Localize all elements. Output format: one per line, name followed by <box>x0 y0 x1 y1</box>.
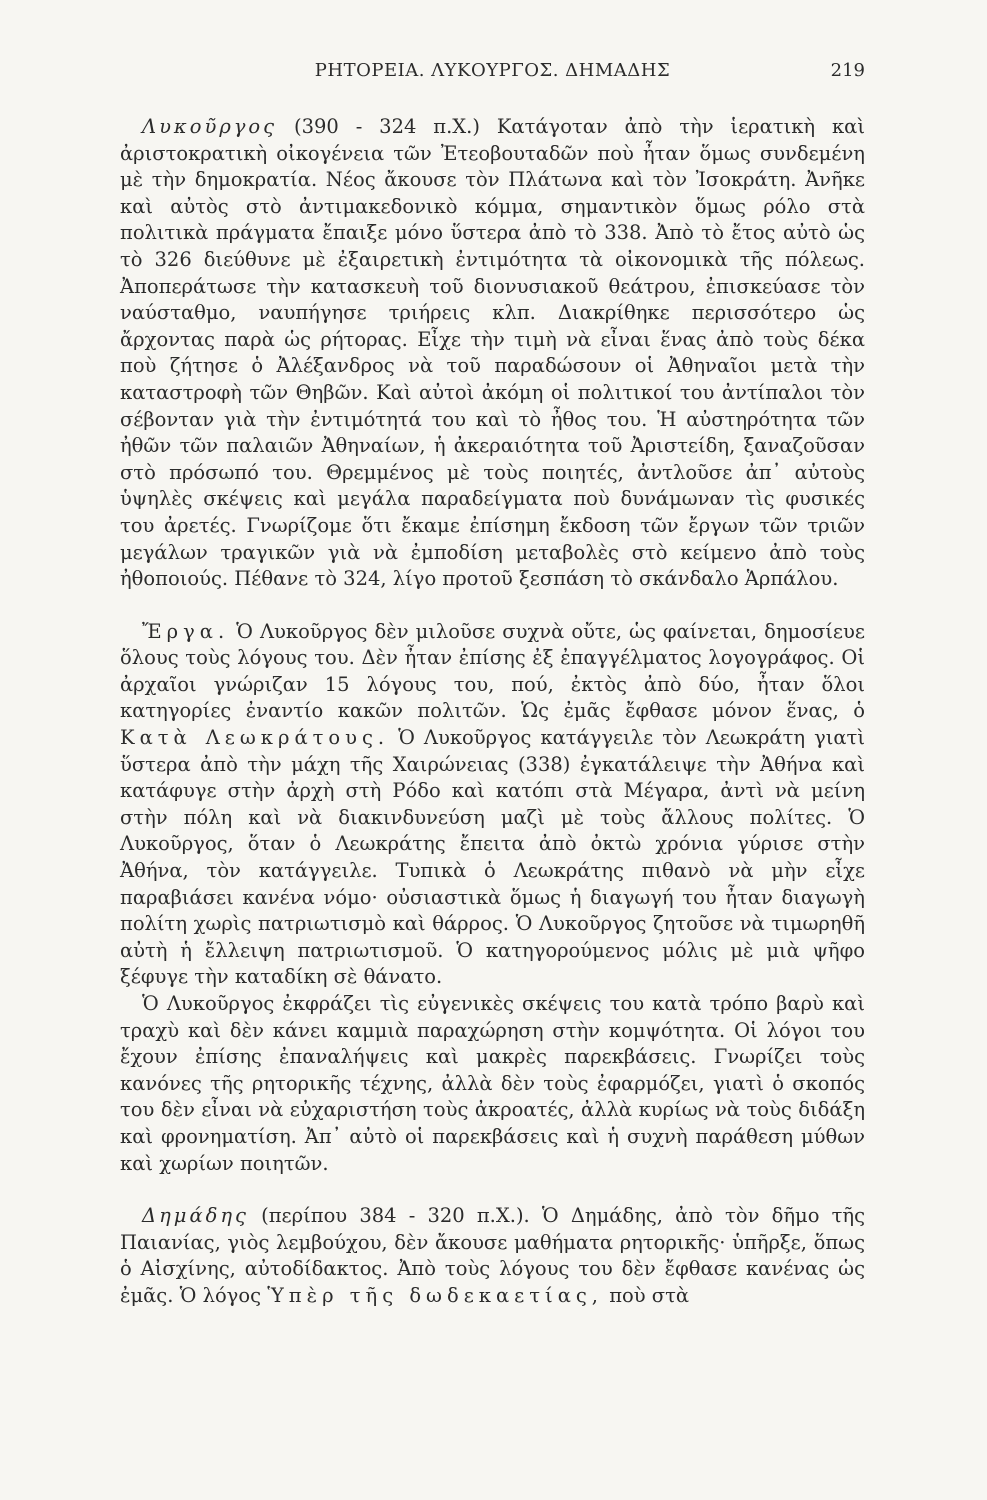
paragraph-erga <box>120 619 865 991</box>
section-heading-lykourgos: Λυκοῦργος <box>142 115 278 138</box>
paragraph-demades <box>120 1203 865 1309</box>
paragraph-style <box>120 991 865 1177</box>
section-heading-erga: Ἔργα. <box>142 619 230 643</box>
page-number: 219 <box>830 60 865 81</box>
speech-title: Κατὰ Λεωκράτους. <box>120 726 390 750</box>
paragraph-lykourgos <box>120 114 865 593</box>
running-title: ΡΗΤΟΡΕΙΑ. ΛΥΚΟΥΡΓΟΣ. ΔΗΜΑΔΗΣ <box>314 60 671 81</box>
paragraph-text: (περίπου 384 - 320 π.Χ.). Ὁ Δημάδης, ἀπὸ τὸν δῆμο τῆς Παιανίας, γιὸς λεμβούχου, δὲν ἄκουσε μαθήματα ρητορικῆς· ὑπῆρξε, ὅπως ὁ Αἰσχίνης, αὐτοδίδακτος. Ἀπὸ τοὺς λόγους του δὲν ἔφθασε κανένας ὡς ἐμᾶς. Ὁ λόγος <box>120 1204 865 1307</box>
paragraph-text: Ὁ Λυκοῦργος ἐκφράζει τὶς εὐγενικὲς σκέψεις του κατὰ τρόπο βαρὺ καὶ τραχὺ καὶ δὲν κάνει καμμιὰ παραχώρηση στὴν κομψότητα. Οἱ λόγοι του ἔχουν ἐπίσης ἐπαναλήψεις καὶ μακρὲς παρεκβάσεις. Γνωρίζει τοὺς κανόνες τῆς ρητορικῆς τέχνης, ἀλλὰ δὲν τοὺς ἐφαρμόζει, γιατὶ ὁ σκοπός του δὲν εἶναι νὰ εὐχαριστήση τοὺς ἀκροατές, ἀλλὰ κυρίως νὰ τοὺς διδάξη καὶ φρονηματίση. Ἀπ᾿ αὐτὸ οἱ παρεκβάσεις καὶ ἡ συχνὴ παράθεση μύθων καὶ χωρίων ποιητῶν. <box>120 992 865 1175</box>
paragraph-text: ποὺ στὰ <box>603 1283 690 1307</box>
page-body <box>120 114 865 1310</box>
paragraph-text: (390 - 324 π.Χ.) Κατάγοταν ἀπὸ τὴν ἱερατικὴ καὶ ἀριστοκρατικὴ οἰκογένεια τῶν Ἐτεοβουταδῶν ποὺ ἦταν ὅμως συνδεμένη μὲ τὴν δημοκρατία. Νέος ἄκουσε τὸν Πλάτωνα καὶ τὸν Ἰσοκράτη. Ἀνῆκε καὶ αὐτὸς στὸ ἀντιμακεδονικὸ κόμμα, σημαντικὸν ὅμως ρόλο στὰ πολιτικὰ πράγματα ἔπαιξε μόνο ὕστερα ἀπὸ τὸ 338. Ἀπὸ τὸ ἔτος αὐτὸ ὡς τὸ 326 διεύθυνε μὲ ἐξαιρετικὴ ἐντιμότητα τὰ οἰκονομικὰ τῆς πόλεως. Ἀποπεράτωσε τὴν κατασκευὴ τοῦ διονυσιακοῦ θεάτρου, ἐπισκεύασε τὸν ναύσταθμο, ναυπήγησε τριήρεις κλπ. Διακρίθηκε περισσότερο ὡς ἄρχοντας παρὰ ὡς ρήτορας. Εἶχε τὴν τιμὴ νὰ εἶναι ἕνας ἀπὸ τοὺς δέκα ποὺ ζήτησε ὁ Ἀλέξανδρος νὰ τοῦ παραδώσουν οἱ Ἀθηναῖοι μετὰ τὴν καταστροφὴ τῶν Θηβῶν. Καὶ αὐτοὶ ἀκόμη οἱ πολιτικοί του ἀντίπαλοι τὸν σέβονταν γιὰ τὴν ἐντιμότητά του καὶ τὸ ἦθος του. Ἡ αὐστηρότητα τῶν ἠθῶν τῶν παλαιῶν Ἀθηναίων, ἡ ἀκεραιότητα τοῦ Ἀριστείδη, ξαναζοῦσαν στὸ πρόσωπό του. Θρεμμένος μὲ τοὺς ποιητές, ἀντλοῦσε ἀπ᾿ αὐτοὺς ὑψηλὲς σκέψεις καὶ μεγάλα παραδείγματα ποὺ δυνάμωναν τὶς φυσικές του ἀρετές. Γνωρίζομε ὅτι ἔκαμε ἐπίσημη ἔκδοση τῶν ἔργων τῶν τριῶν μεγάλων τραγικῶν γιὰ νὰ ἐμποδίση μεταβολὲς στὸ κείμενο ἀπὸ τοὺς ἠθοποιούς. Πέθανε τὸ 324, λίγο προτοῦ ξεσπάση τὸ σκάνδαλο Ἁρπάλου. <box>120 115 865 591</box>
speech-title: Ὑπὲρ τῆς δωδεκαετίας, <box>267 1283 603 1307</box>
running-header <box>120 60 865 88</box>
section-heading-demades: Δημάδης <box>142 1204 249 1228</box>
paragraph-text: Ὁ Λυκοῦργος κατάγγειλε τὸν Λεωκράτη γιατὶ ὕστερα ἀπὸ τὴν μάχη τῆς Χαιρώνειας (338) ἐγκατάλειψε τὴν Ἀθήνα καὶ κατάφυγε στὴν ἀρχὴ στὴ Ρόδο καὶ κατόπι στὰ Μέγαρα, ἀντὶ νὰ μείνη στὴν πόλη καὶ νὰ διακινδυνεύση μαζὶ μὲ τοὺς ἄλλους πολίτες. Ὁ Λυκοῦργος, ὅταν ὁ Λεωκράτης ἔπειτα ἀπὸ ὀκτὼ χρόνια γύρισε στὴν Ἀθήνα, τὸν κατάγγειλε. Τυπικὰ ὁ Λεωκράτης πιθανὸ νὰ μὴν εἶχε παραβιάσει κανένα νόμο· οὐσιαστικὰ ὅμως ἡ διαγωγή του ἦταν διαγωγὴ πολίτη χωρὶς πατριωτισμὸ καὶ θάρρος. Ὁ Λυκοῦργος ζητοῦσε νὰ τιμωρηθῆ αὐτὴ ἡ ἔλλειψη πατριωτισμοῦ. Ὁ κατηγορούμενος μόλις μὲ μιὰ ψῆφο ξέφυγε τὴν καταδίκη σὲ θάνατο. <box>120 726 865 989</box>
paragraph-text: Ὁ Λυκοῦργος δὲν μιλοῦσε συχνὰ οὔτε, ὡς φαίνεται, δημοσίευε ὅλους τοὺς λόγους του. Δὲν ἦταν ἐπίσης ἐξ ἐπαγγέλματος λογογράφος. Οἱ ἀρχαῖοι γνώριζαν 15 λόγους του, πού, ἐκτὸς ἀπὸ δύο, ἦταν ὅλοι κατηγορίες ἐναντίο κακῶν πολιτῶν. Ὡς ἐμᾶς ἔφθασε μόνον ἕνας, ὁ <box>120 619 865 723</box>
